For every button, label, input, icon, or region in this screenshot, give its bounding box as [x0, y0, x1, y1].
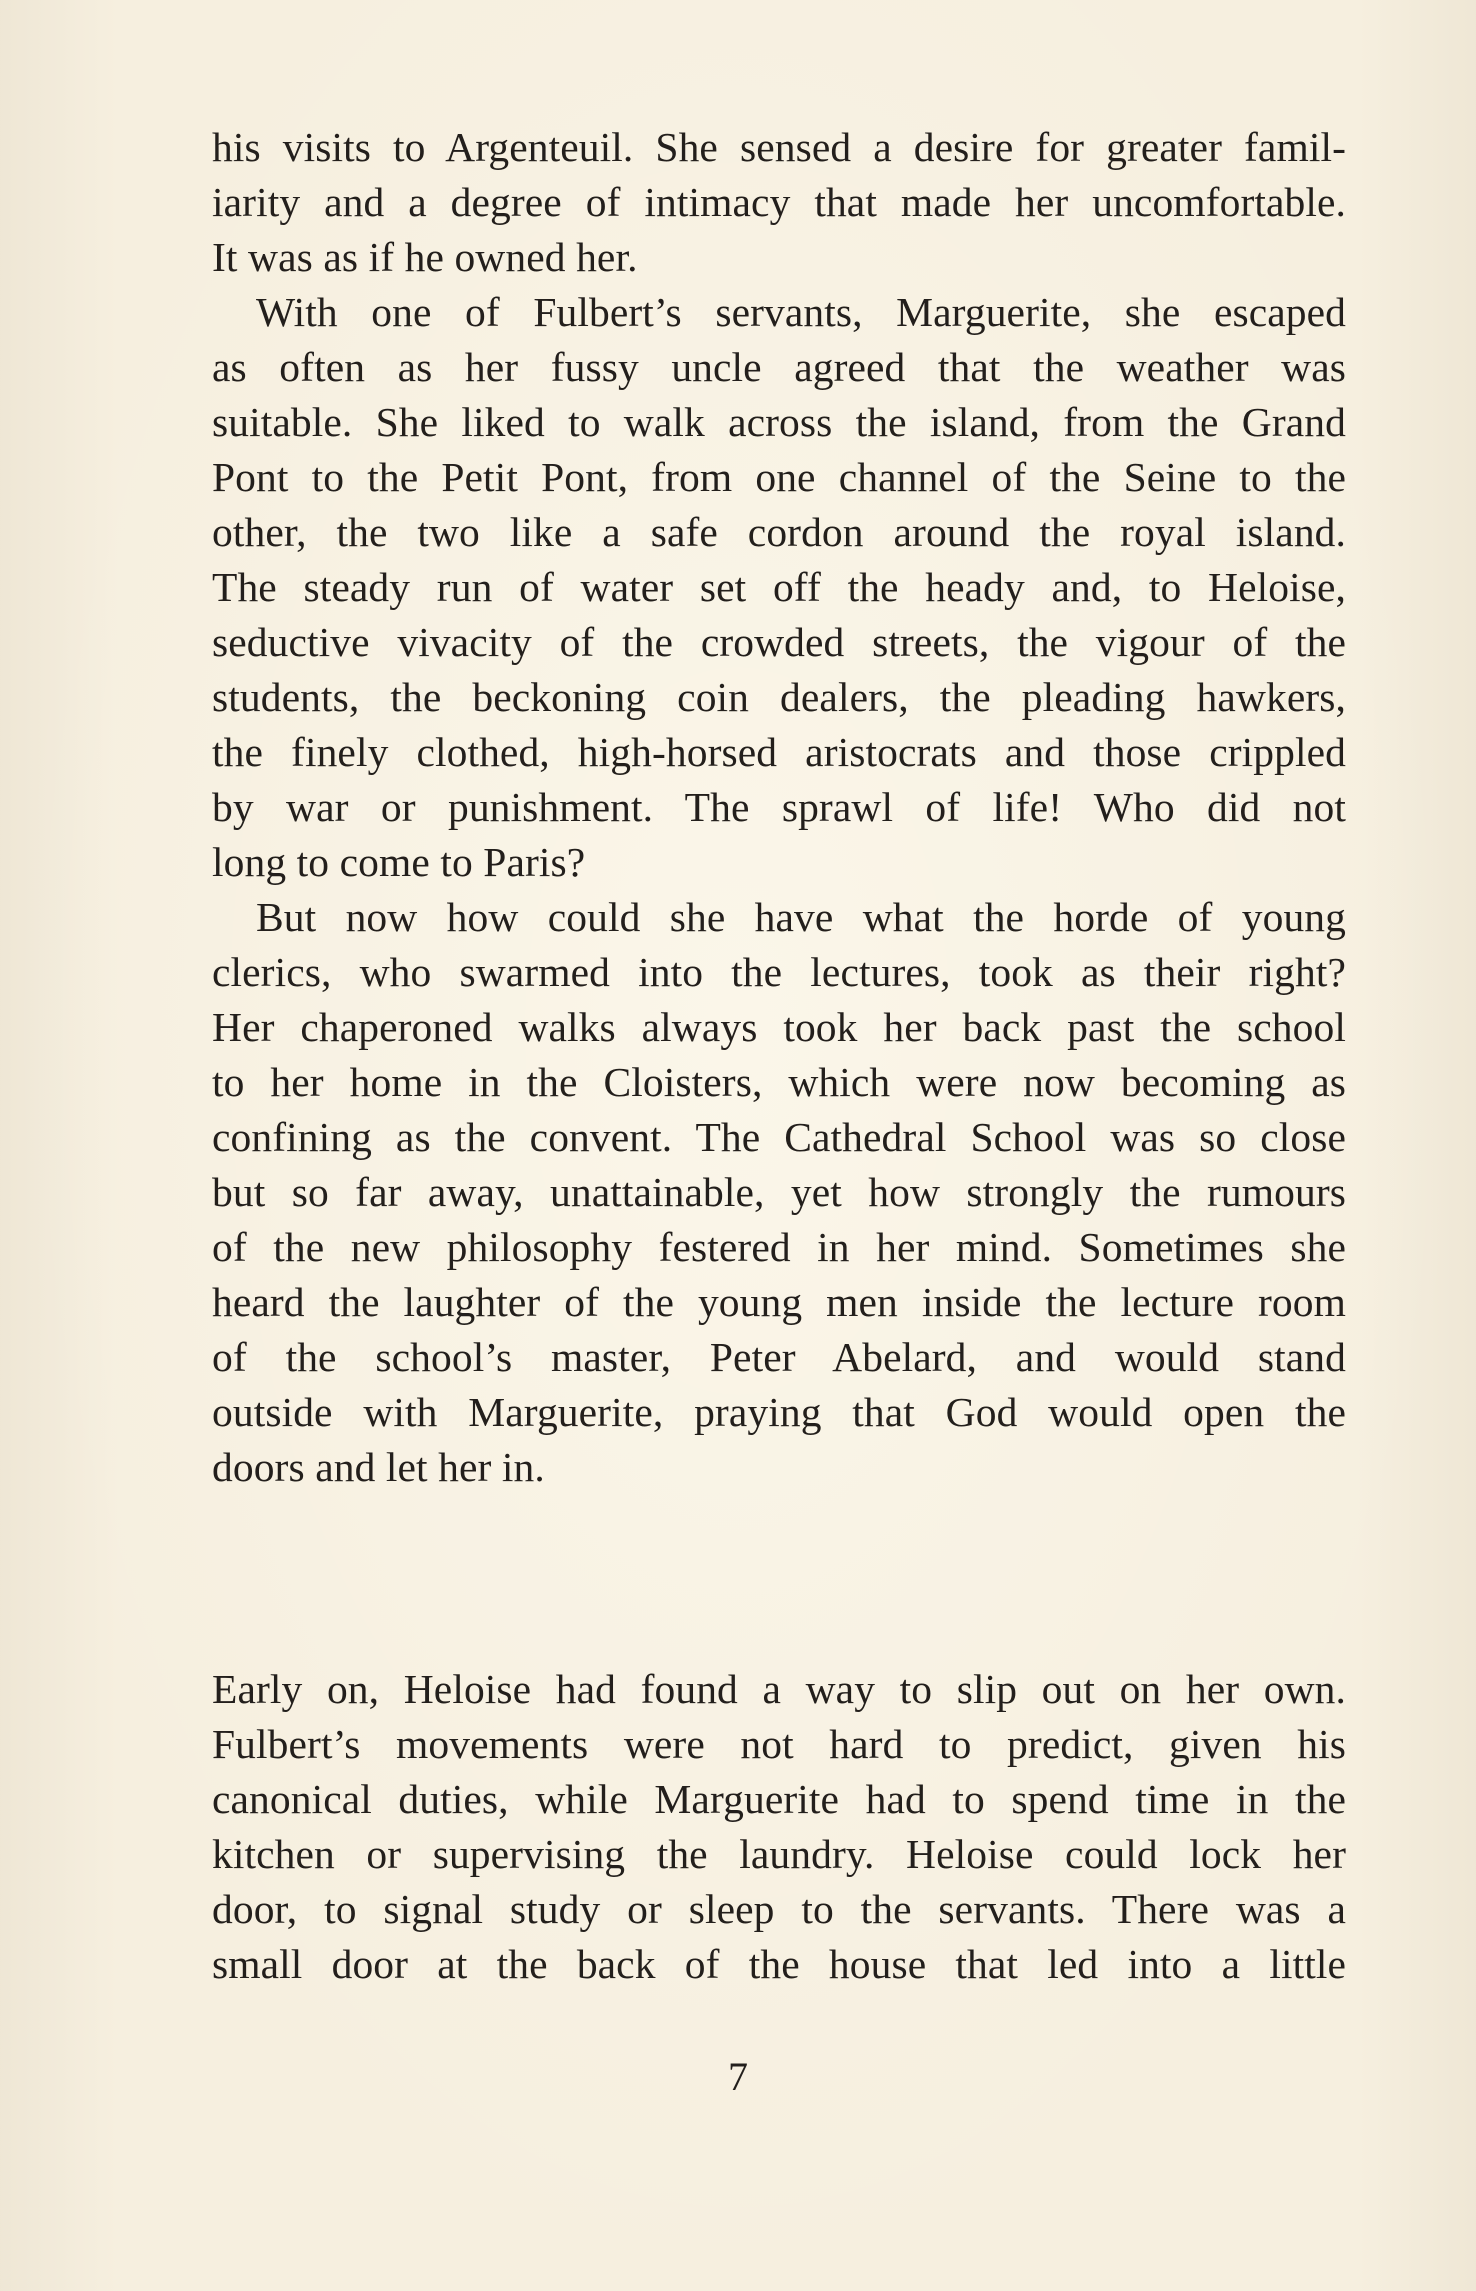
text-line: doors and let her in.: [212, 1444, 545, 1490]
text-line: his visits to Argenteuil. She sensed a desire for greater famil-: [212, 124, 1346, 170]
text-line: by war or punishment. The sprawl of life! Who did not: [212, 784, 1346, 830]
text-line: to her home in the Cloisters, which were now becoming as: [212, 1059, 1346, 1105]
text-line: of the new philosophy festered in her mind. Sometimes she: [212, 1224, 1346, 1270]
page-number: 7: [728, 2054, 748, 2099]
text-line: heard the laughter of the young men inside the lecture room: [212, 1279, 1346, 1325]
text-line: the finely clothed, high-horsed aristocrats and those crippled: [212, 729, 1346, 775]
text-line: long to come to Paris?: [212, 839, 586, 885]
text-line: but so far away, unattainable, yet how strongly the rumours: [212, 1169, 1346, 1215]
text-line: kitchen or supervising the laundry. Heloise could lock her: [212, 1831, 1346, 1877]
text-line: iarity and a degree of intimacy that made her uncomfortable.: [212, 179, 1346, 225]
text-line: canonical duties, while Marguerite had to spend time in the: [212, 1776, 1346, 1822]
text-line: It was as if he owned her.: [212, 234, 638, 280]
text-line: of the school’s master, Peter Abelard, and would stand: [212, 1334, 1346, 1380]
text-line: Early on, Heloise had found a way to slip out on her own.: [212, 1666, 1346, 1712]
text-line: Her chaperoned walks always took her back past the school: [212, 1004, 1346, 1050]
text-line: confining as the convent. The Cathedral School was so close: [212, 1114, 1346, 1160]
text-line: Fulbert’s movements were not hard to predict, given his: [212, 1721, 1346, 1767]
text-line: as often as her fussy uncle agreed that the weather was: [212, 344, 1346, 390]
text-line: outside with Marguerite, praying that God would open the: [212, 1389, 1346, 1435]
text-line: With one of Fulbert’s servants, Marguerite, she escaped: [256, 289, 1346, 335]
text-line: suitable. She liked to walk across the island, from the Grand: [212, 399, 1346, 445]
text-line: But now how could she have what the horde of young: [256, 894, 1346, 940]
text-line: seductive vivacity of the crowded streets, the vigour of the: [212, 619, 1346, 665]
text-line: small door at the back of the house that led into a little: [212, 1941, 1346, 1987]
text-line: clerics, who swarmed into the lectures, took as their right?: [212, 949, 1346, 995]
text-line: door, to signal study or sleep to the servants. There was a: [212, 1886, 1346, 1932]
text-line: Pont to the Petit Pont, from one channel of the Seine to the: [212, 454, 1346, 500]
text-line: other, the two like a safe cordon around the royal island.: [212, 509, 1346, 555]
text-line: The steady run of water set off the heady and, to Heloise,: [212, 564, 1346, 610]
text-line: students, the beckoning coin dealers, the pleading hawkers,: [212, 674, 1346, 720]
